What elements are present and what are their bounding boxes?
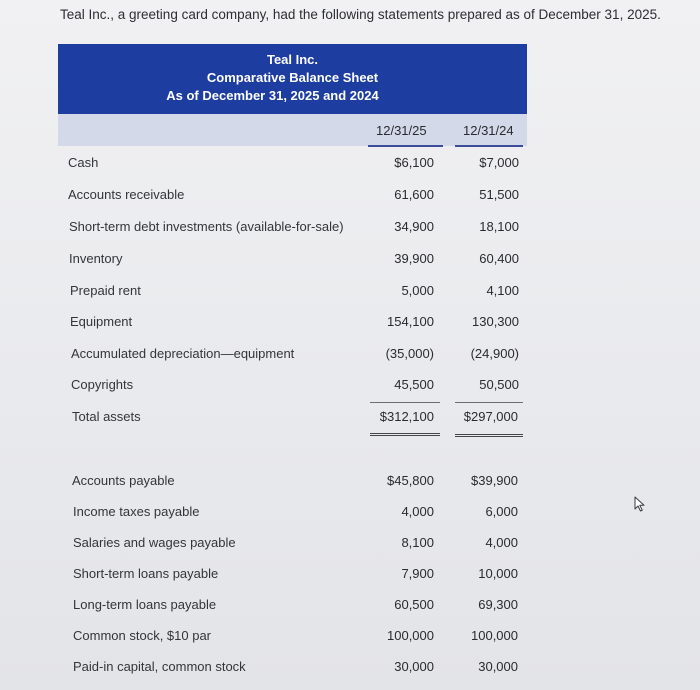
total-double-rule (370, 433, 440, 436)
value-2025: $6,100 (394, 155, 434, 170)
value-2024: 30,000 (478, 659, 518, 674)
value-2024: 51,500 (479, 187, 519, 202)
row-label: Accounts receivable (68, 187, 185, 202)
total-double-rule (455, 434, 523, 437)
table-row (0, 597, 700, 617)
column-header-underline (368, 145, 443, 147)
row-label: Total assets (72, 409, 141, 424)
statement-title: Comparative Balance Sheet (206, 70, 379, 85)
value-2025: 39,900 (394, 251, 434, 266)
table-row (0, 155, 700, 175)
value-2024: 60,400 (479, 251, 519, 266)
value-2024: $297,000 (463, 409, 518, 424)
value-2024: (24,900) (470, 346, 519, 361)
table-row (0, 251, 700, 271)
value-2025: 45,500 (394, 377, 434, 392)
table-row (0, 628, 700, 648)
row-label: Income taxes payable (73, 504, 200, 519)
row-label: Salaries and wages payable (73, 535, 236, 550)
table-row-total (0, 409, 700, 429)
table-row (0, 504, 700, 524)
value-2025: 7,900 (401, 566, 434, 581)
value-2025: $45,800 (387, 473, 434, 488)
table-row (0, 219, 700, 239)
row-label: Copyrights (71, 377, 134, 392)
value-2025: $312,100 (379, 409, 434, 424)
row-label: Paid-in capital, common stock (73, 659, 246, 674)
value-2025: 60,500 (394, 597, 434, 612)
value-2024: 6,000 (485, 504, 518, 519)
value-2024: 130,300 (472, 314, 519, 329)
table-row (0, 346, 700, 366)
value-2024: 4,000 (485, 535, 518, 550)
value-2025: 61,600 (394, 187, 434, 202)
row-label: Inventory (69, 251, 123, 266)
value-2024: 4,100 (486, 283, 519, 298)
table-row (0, 283, 700, 303)
column-header-2025: 12/31/25 (376, 123, 427, 138)
statement-date: As of December 31, 2025 and 2024 (166, 88, 379, 103)
row-label: Prepaid rent (70, 283, 141, 298)
row-label: Short-term debt investments (available-for-sale) (69, 219, 344, 234)
value-2025: 154,100 (387, 314, 434, 329)
value-2024: 10,000 (478, 566, 518, 581)
value-2024: $39,900 (471, 473, 518, 488)
row-label: Cash (68, 155, 99, 170)
value-2025: 34,900 (394, 219, 434, 234)
value-2025: 4,000 (401, 504, 434, 519)
value-2025: 8,100 (401, 535, 434, 550)
value-2024: 69,300 (478, 597, 518, 612)
row-label: Accumulated depreciation—equipment (71, 346, 295, 361)
table-row (0, 566, 700, 586)
row-label: Common stock, $10 par (73, 628, 212, 643)
value-2025: 30,000 (394, 659, 434, 674)
company-name: Teal Inc. (266, 52, 319, 67)
table-row (0, 314, 700, 334)
mouse-pointer-icon (634, 496, 646, 512)
table-row (0, 535, 700, 555)
column-header-underline (455, 145, 523, 147)
subtotal-rule (370, 402, 440, 403)
value-2025: (35,000) (385, 346, 434, 361)
statement-header (58, 44, 527, 114)
row-label: Accounts payable (72, 473, 175, 488)
table-row (0, 187, 700, 207)
row-label: Long-term loans payable (73, 597, 217, 612)
value-2024: 100,000 (471, 628, 518, 643)
table-row (0, 659, 700, 679)
value-2025: 100,000 (387, 628, 434, 643)
table-row (0, 377, 700, 397)
column-header-2024: 12/31/24 (463, 123, 514, 138)
value-2024: 50,500 (479, 377, 519, 392)
row-label: Equipment (70, 314, 133, 329)
value-2024: $7,000 (479, 155, 519, 170)
value-2025: 5,000 (401, 283, 434, 298)
problem-intro: Teal Inc., a greeting card company, had the following statements prepared as of December 31, 2025. (60, 7, 661, 22)
value-2024: 18,100 (479, 219, 519, 234)
row-label: Short-term loans payable (73, 566, 219, 581)
column-header-row (58, 114, 527, 146)
subtotal-rule (455, 402, 523, 403)
table-row (0, 473, 700, 493)
